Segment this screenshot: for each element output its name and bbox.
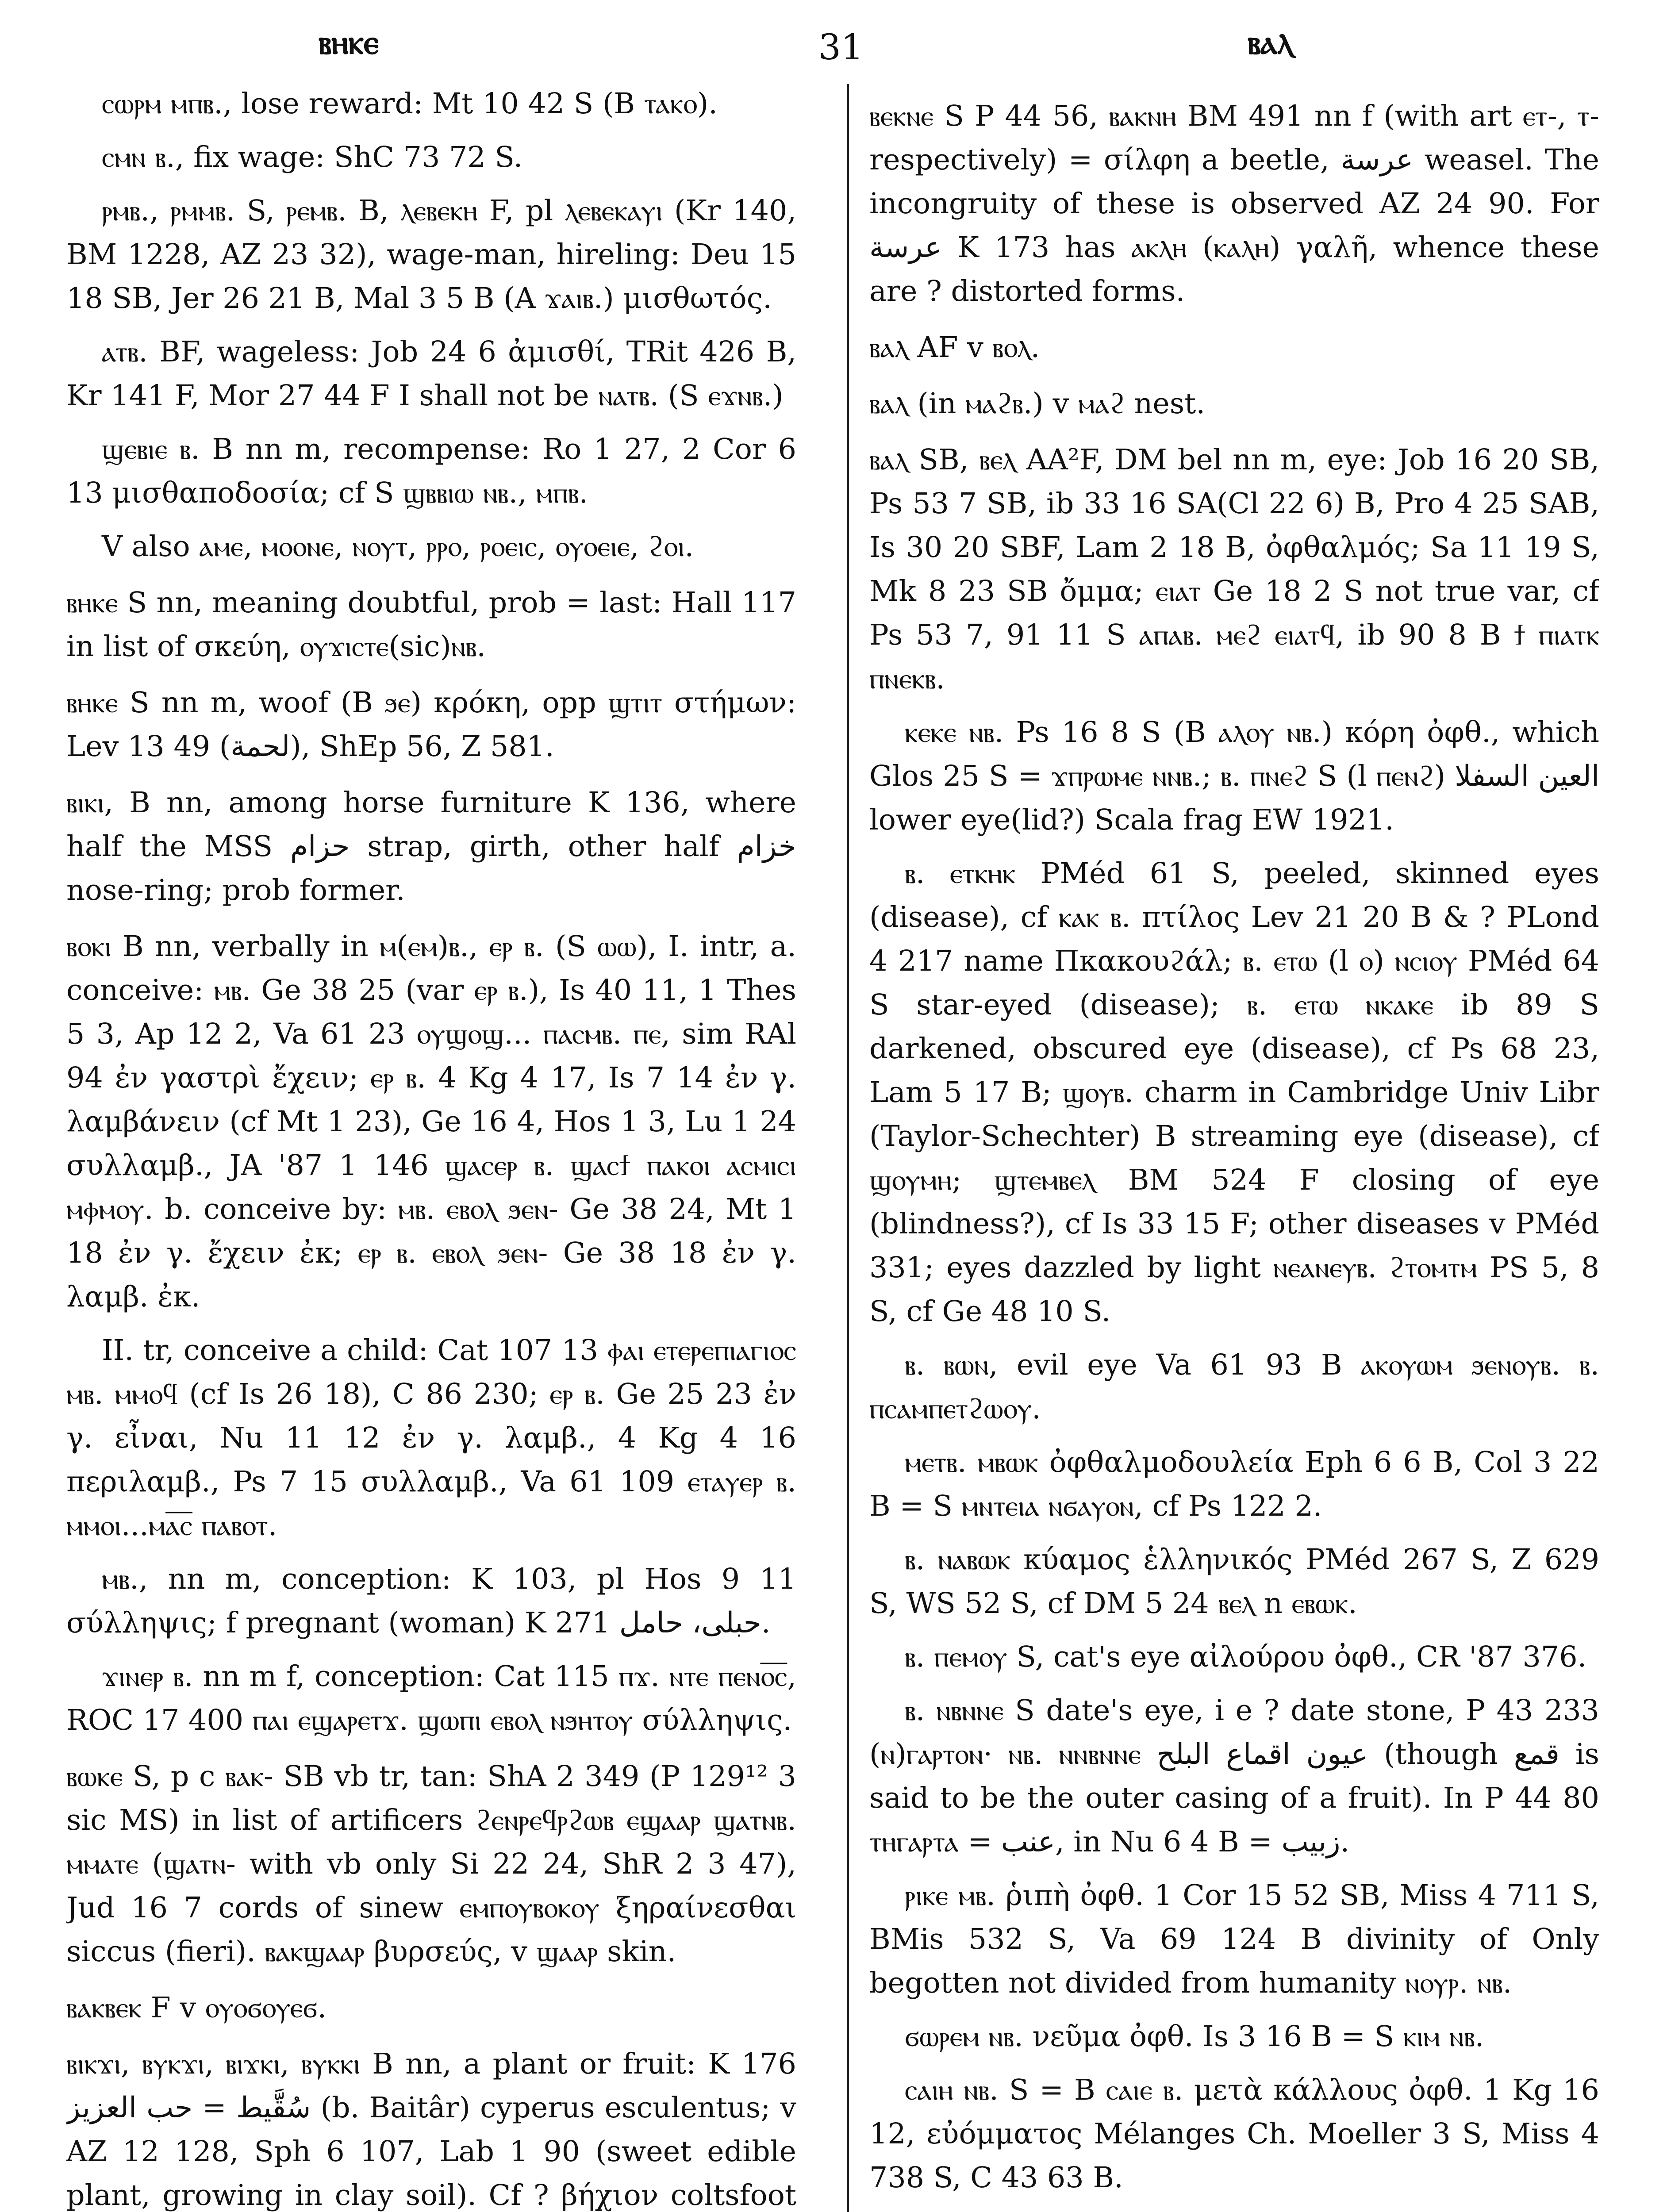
dictionary-entry: ⲃ. ⲛⲃⲛⲛⲉ S date's eye, i e ? date stone, P 43 233 (ⲛ)ⲅⲁⲣⲧⲟⲛ· ⲛⲃ. ⲛⲛⲃⲛⲛⲉ عيون اقماع البلح (though قمع is said to be the outer casing of a fruit). In P 44 80 ⲧⲏⲅⲁⲣⲧⲁ = عنب, in Nu 6 4 B = زبيب. <box>869 1694 1599 1859</box>
dictionary-entry: ⲃ. ⲉⲧⲕⲏⲕ PMéd 61 S, peeled, skinned eyes (disease), cf ⲕⲁⲕ ⲃ. πτίλος Lev 21 20 B & ? PLond 4 217 name Πκακουϩάλ; ⲃ. ⲉⲧⲱ (l ⲟ) ⲛⲥⲓⲟⲩ PMéd 64 S star-eyed (disease); ⲃ. ⲉⲧⲱ ⲛⲕⲁⲕⲉ ib 89 S darkened, obscured eye (disease), cf Ps 68 23, Lam 5 17 B; ϣⲟⲩⲃ. charm in Cambridge Univ Libr (Taylor-Schechter) B streaming eye (disease), cf ϣⲟⲩⲙⲏ; ϣⲧⲉⲙⲃⲉⲗ BM 524 F closing of eye (blindness?), cf Is 33 15 F; other diseases v PMéd 331; eyes dazzled by light ⲛⲉⲁⲛⲉⲩⲃ. ϩⲧⲟⲙⲧⲙ PS 5, 8 S, cf Ge 48 10 S. <box>869 857 1599 1328</box>
dictionary-entry: V also ⲁⲙⲉ, ⲙⲟⲟⲛⲉ, ⲛⲟⲩⲧ, ⲣⲣⲟ, ⲣⲟⲉⲓⲥ, ⲟⲩⲟⲉⲓⲉ, ϩⲟⲓ. <box>102 530 694 563</box>
dictionary-entry: ϭⲱⲣⲉⲙ ⲛⲃ. νεῦμα ὀφθ. Is 3 16 B = S ⲕⲓⲙ ⲛⲃ. <box>905 2020 1484 2053</box>
dictionary-entry: ⲥⲁⲓⲏ ⲛⲃ. S = B ⲥⲁⲓⲉ ⲃ. μετὰ κάλλους ὀφθ. 1 Kg 16 12, εὐόμματος Mélanges Ch. Moeller 3 S, Miss 4 738 S, C 43 63 B. <box>869 2074 1599 2194</box>
right-column <box>869 82 1599 2212</box>
dictionary-entry: ⲃ. ⲡⲉⲙⲟⲩ S, cat's eye αἰλούρου ὀφθ., CR '87 376. <box>905 1640 1587 1674</box>
left-column <box>66 82 796 2212</box>
dictionary-entry: ⲃ. ⲛⲁⲃⲱⲕ κύαμος ἑλληνικός PMéd 267 S, Z 629 S, WS 52 S, cf DM 5 24 ⲃⲉⲗ n ⲉⲃⲱⲕ. <box>869 1543 1599 1620</box>
dictionary-entry: ⲙⲉⲧⲃ. ⲙⲃⲱⲕ ὀφθαλμοδουλεία Eph 6 6 B, Col 3 22 B = S ⲙⲛⲧⲉⲓⲁ ⲛϭⲁⲩⲟⲛ, cf Ps 122 2. <box>869 1446 1599 1523</box>
dictionary-entry: ⲙⲃ., nn m, conception: K 103, pl Hos 9 11 σύλληψις; f pregnant (woman) K 271 حبلى، حامل. <box>66 1563 796 1640</box>
dictionary-entry: ϣⲉⲃⲓⲉ ⲃ. B nn m, recompense: Ro 1 27, 2 Cor 6 13 μισθαποδοσία; cf S ϣⲃⲃⲓⲱ ⲛⲃ., ⲙⲡⲃ. <box>66 433 796 510</box>
dictionary-entry: ⲃⲱⲕⲉ S, p c ⲃⲁⲕ- SB vb tr, tan: ShA 2 349 (P 129¹² 3 sic MS) in list of artificers ϩⲉⲛⲣⲉϥⲣϩⲱⲃ ⲉϣⲁⲁⲣ ϣⲁⲧⲛⲃ. ⲙⲙⲁⲧⲉ (ϣⲁⲧⲛ- with vb only Si 22 24, ShR 2 3 47), Jud 16 7 cords of sinew ⲉⲙⲡⲟⲩⲃⲟⲕⲟⲩ ξηραίνεσθαι siccus (fieri). ⲃⲁⲕϣⲁⲁⲣ βυρσεύς, v ϣⲁⲁⲣ skin. <box>66 1760 796 1968</box>
dictionary-entry: ⲕⲉⲕⲉ ⲛⲃ. Ps 16 8 S (B ⲁⲗⲟⲩ ⲛⲃ.) κόρη ὀφθ., which Glos 25 S = ϫⲡⲣⲱⲙⲉ ⲛⲛⲃ.; ⲃ. ⲡⲛⲉϩ S (l ⲡⲉⲛϩ) العين السفلا lower eye(lid?) Scala frag EW 1921. <box>869 716 1599 837</box>
dictionary-entry: ⲣⲓⲕⲉ ⲙⲃ. ῥιπὴ ὀφθ. 1 Cor 15 52 SB, Miss 4 711 S, BMis 532 S, Va 69 124 B divinity of Only begotten not divided from humanity ⲛⲟⲩⲣ. ⲛⲃ. <box>869 1879 1599 2000</box>
dictionary-entry: ⲣⲙⲃ., ⲣⲙⲙⲃ. S, ⲣⲉⲙⲃ. B, ⲗⲉⲃⲉⲕⲏ F, pl ⲗⲉⲃⲉⲕⲁⲩⲓ (Kr 140, BM 1228, AZ 23 32), wage-man, hireling: Deu 15 18 SB, Jer 26 21 B, Mal 3 5 B (A ϫⲁⲓⲃ.) μισθωτός. <box>66 194 796 315</box>
dictionary-entry: ⲃⲟⲕⲓ B nn, verbally in ⲙ(ⲉⲙ)ⲃ., ⲉⲣ ⲃ. (S ⲱⲱ), I. intr, a. conceive: ⲙⲃ. Ge 38 25 (var ⲉⲣ ⲃ.), Is 40 11, 1 Thes 5 3, Ap 12 2, Va 61 23 ⲟⲩϣⲟϣ... ⲡⲁⲥⲙⲃ. ⲡⲉ, sim RAl 94 ἐν γαστρὶ ἔχειν; ⲉⲣ ⲃ. 4 Kg 4 17, Is 7 14 ἐν γ. λαμβάνειν (cf Mt 1 23), Ge 16 4, Hos 1 3, Lu 1 24 συλλαμβ., JA '87 1 146 ϣⲁⲥⲉⲣ ⲃ. ϣⲁⲥϯ ⲡⲁⲕⲟⲓ ⲁⲥⲙⲓⲥⲓ ⲙⲫⲙⲟⲩ. b. conceive by: ⲙⲃ. ⲉⲃⲟⲗ ϧⲉⲛ- Ge 38 24, Mt 1 18 ἐν γ. ἔχειν ἐκ; ⲉⲣ ⲃ. ⲉⲃⲟⲗ ϧⲉⲛ- Ge 38 18 ἐν γ. λαμβ. ἐκ. <box>66 930 796 1313</box>
dictionary-entry: ⲃⲓⲕⲓ, B nn, among horse furniture K 136, where half the MSS حزام strap, girth, other half خزام nose-ring; prob former. <box>66 786 796 907</box>
dictionary-entry: ⲃⲁⲗ SB, ⲃⲉⲗ AA²F, DM bel nn m, eye: Job 16 20 SB, Ps 53 7 SB, ib 33 16 SA(Cl 22 6) B, Pro 4 25 SAB, Is 30 20 SBF, Lam 2 18 B, ὀφθαλμός; Sa 11 19 S, Mk 8 23 SB ὄμμα; ⲉⲓⲁⲧ Ge 18 2 S not true var, cf Ps 53 7, 91 11 S ⲁⲡⲁⲃ. ⲙⲉϩ ⲉⲓⲁⲧϥ, ib 90 8 B ϯ ⲡⲓⲁⲧⲕ ⲡⲛⲉⲕⲃ. <box>869 443 1599 695</box>
column-divider <box>847 84 849 2212</box>
dictionary-entry: II. tr, conceive a child: Cat 107 13 ⲫⲁⲓ ⲉⲧⲉⲣⲉⲡⲓⲁⲅⲓⲟⲥ ⲙⲃ. ⲙⲙⲟϥ (cf Is 26 18), C 86 230; ⲉⲣ ⲃ. Ge 25 23 ἐν γ. εἶναι, Nu 11 12 ἐν γ. λαμβ., 4 Kg 4 16 περιλαμβ., Ps 7 15 συλλαμβ., Va 61 109 ⲉⲧⲁⲩⲉⲣ ⲃ. ⲙⲙⲟⲓ...ⲙⲁ̅ⲥ̅ ⲡⲁⲃⲟⲧ. <box>66 1334 796 1542</box>
dictionary-entry: ⲃ. ⲃⲱⲛ, evil eye Va 61 93 B ⲁⲕⲟⲩⲱⲙ ϧⲉⲛⲟⲩⲃ. ⲃ. ⲡⲥⲁⲙⲡⲉⲧϩⲱⲟⲩ. <box>869 1348 1599 1425</box>
page-number: 31 <box>818 27 864 68</box>
dictionary-entry: ⲃⲓⲕϫⲓ, ⲃⲩⲕϫⲓ, ⲃⲓϫⲕⲓ, ⲃⲩⲕⲕⲓ B nn, a plant or fruit: K 176 سُقَّيط = حب العزيز (b. Baitâr) cyperus esculentus; v AZ 12 128, Sph 6 107, Lab 1 90 (sweet edible plant, growing in clay soil). Cf ? βήχιον coltsfoot <box>66 2047 796 2212</box>
dictionary-entry: ⲃⲏⲕⲉ S nn m, woof (B ϧⲉ) κρόκη, opp ϣⲧⲓⲧ στήμων: Lev 13 49 (لحمة), ShEp 56, Z 581. <box>66 686 796 763</box>
dictionary-entry: ⲃⲁⲗ (in ⲙⲁϩⲃ.) v ⲙⲁϩ nest. <box>869 387 1206 420</box>
dictionary-entry: ⲁⲧⲃ. BF, wageless: Job 24 6 ἀμισθί, TRit 426 B, Kr 141 F, Mor 27 44 F I shall not be ⲛⲁⲧⲃ. (S ⲉϫⲛⲃ.) <box>66 335 796 412</box>
page-header <box>0 0 1667 71</box>
dictionary-entry: ⲃⲉⲕⲛⲉ S P 44 56, ⲃⲁⲕⲛⲏ BM 491 nn f (with art ⲉⲧ-, ⲧ- respectively) = σίλφη a beetle, عرسة weasel. The incongruity of these is observed AZ 24 90. For عرسة K 173 has ⲁⲕⲗⲏ (ⲕⲁⲗⲏ) γαλῆ, whence these are ? distorted forms. <box>869 100 1599 308</box>
right-running-headword: ⲃⲁⲗ <box>1248 22 1293 61</box>
dictionary-entry: ⲃⲏⲕⲉ S nn, meaning doubtful, prob = last: Hall 117 in list of σκεύη, ⲟⲩϫⲓⲥⲧⲉ(sic)ⲛⲃ. <box>66 586 796 663</box>
dictionary-entry: ⲥⲱⲣⲙ ⲙⲡⲃ., lose reward: Mt 10 42 S (B ⲧⲁⲕⲟ). <box>102 87 718 120</box>
dictionary-entry: ⲃⲁⲗ AF v ⲃⲟⲗ. <box>869 331 1040 364</box>
dictionary-entry <box>869 2209 1599 2212</box>
dictionary-entry: ϫⲓⲛⲉⲣ ⲃ. nn m f, conception: Cat 115 ⲡϫ. ⲛⲧⲉ ⲡⲉⲛⲟ̅ⲥ̅, ROC 17 400 ⲡⲁⲓ ⲉϣⲁⲣⲉⲧϫ. ϣⲱⲡⲓ ⲉⲃⲟⲗ ⲛϧⲏⲧⲟⲩ σύλληψις. <box>66 1660 796 1737</box>
dictionary-entry: ⲃⲁⲕⲃⲉⲕ F v ⲟⲩⲟϭⲟⲩⲉϭ. <box>66 1991 327 2024</box>
left-running-headword: ⲃⲏⲕⲉ <box>319 22 379 61</box>
dictionary-entry: ⲥⲙⲛ ⲃ., fix wage: ShC 73 72 S. <box>102 141 523 174</box>
